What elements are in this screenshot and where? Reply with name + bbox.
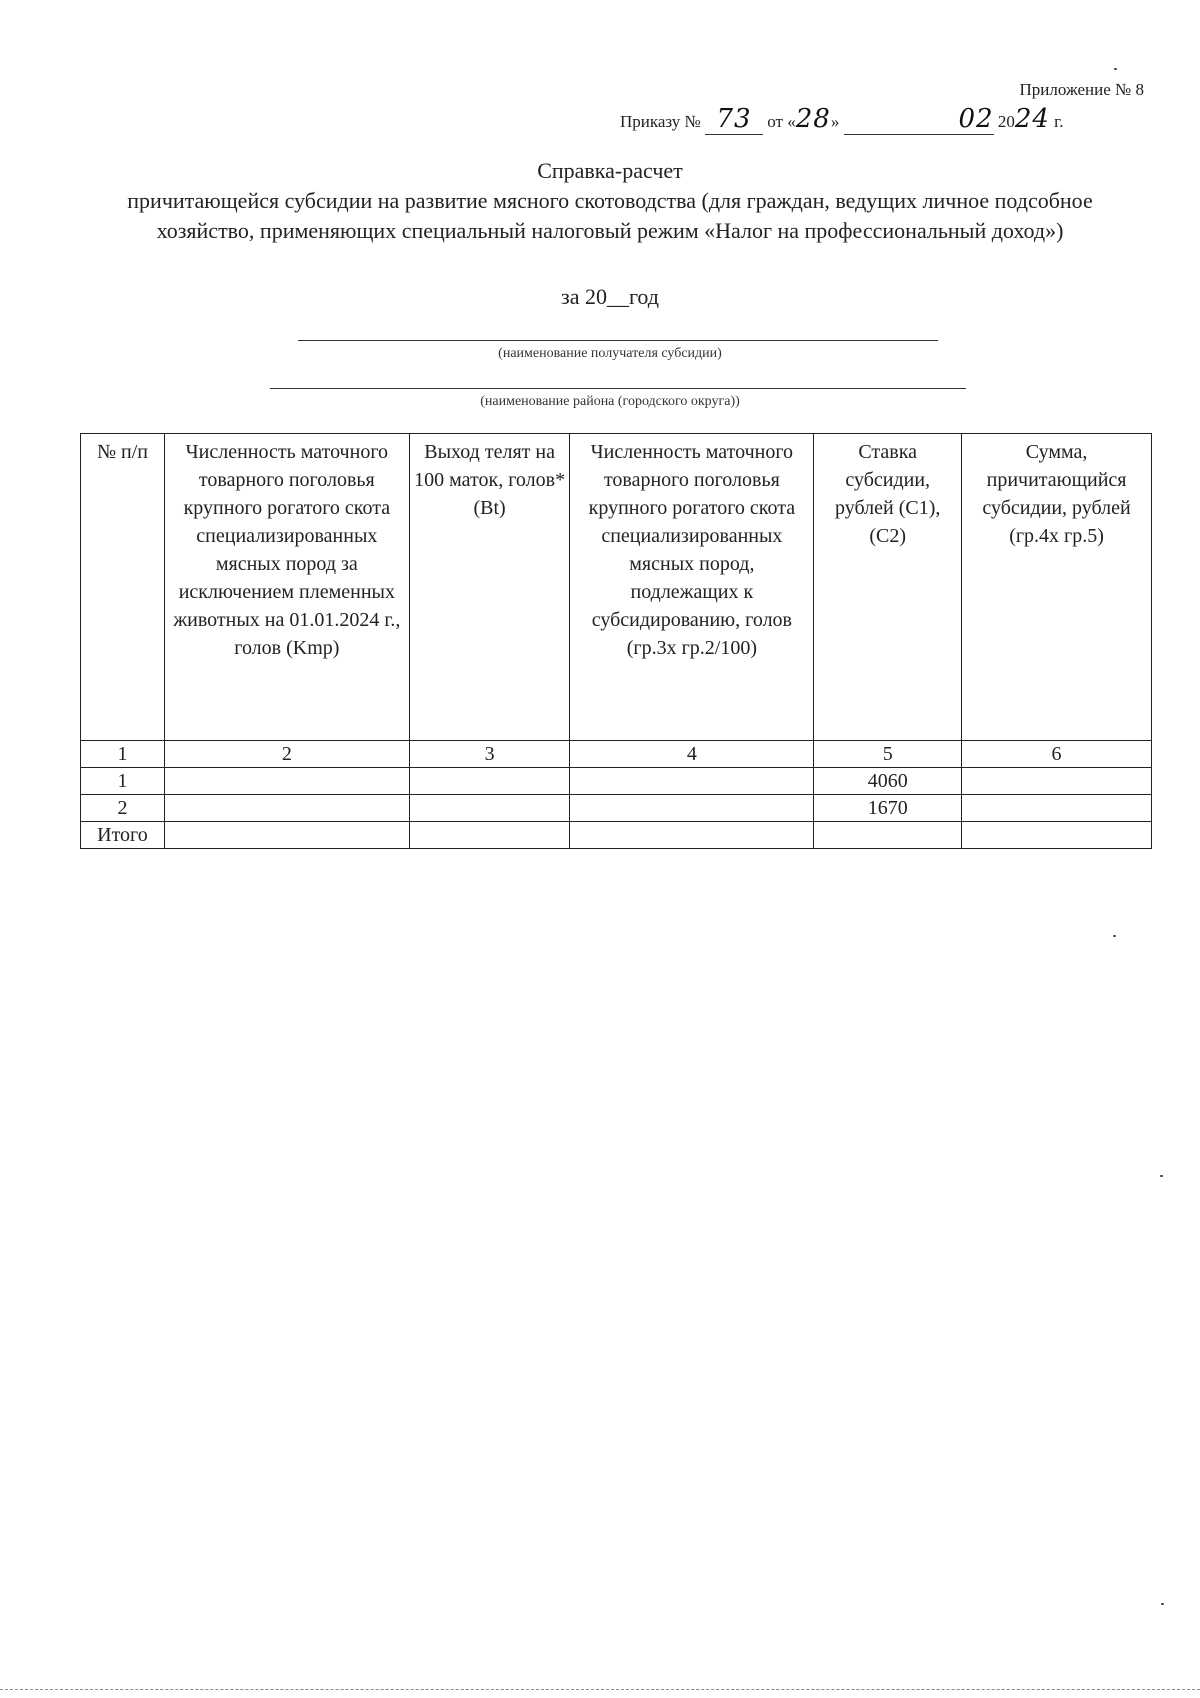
cell-subsidized-count [570,795,814,822]
scan-speck [1160,1175,1163,1177]
total-cell [164,822,409,849]
header-number: № п/п [81,434,165,741]
total-cell [962,822,1152,849]
order-year-suffix: 24 [1014,104,1050,134]
cell-subsidized-count [570,768,814,795]
document-subtitle: причитающейся субсидии на развитие мясного скотоводства (для граждан, ведущих личное подсобное хозяйство, применяющих специальный налоговый режим «Налог на профессиональный доход») [127,188,1093,243]
cell-calf-yield [409,795,570,822]
order-day-close: » [830,112,840,131]
district-caption: (наименование района (городского округа)) [480,394,740,409]
cell-herd-count [164,768,409,795]
header-subsidized-count: Численность маточного товарного поголовья крупного рогатого скота специализированных мясных пород, подлежащих к субсидированию, голов (гр.3х гр.2/100) [570,434,814,741]
table-header-row [81,434,1152,741]
total-label: Итого [81,822,165,849]
total-cell [409,822,570,849]
appendix-label: Приложение № 8 [1019,80,1144,99]
total-row [81,822,1152,849]
scan-bottom-edge [0,1689,1200,1690]
column-number: 4 [570,741,814,768]
header-subsidy-sum: Сумма, причитающийся субсидии, рублей (гр.4х гр.5) [962,434,1152,741]
cell-subsidy-sum [962,795,1152,822]
subsidy-calculation-table [80,433,1152,849]
table-row [81,768,1152,795]
order-reference [620,104,1144,135]
cell-subsidy-rate: 4060 [814,768,962,795]
column-number: 1 [81,741,165,768]
order-year-prefix: 20 [997,112,1015,131]
column-number-row [81,741,1152,768]
cell-subsidy-rate: 1670 [814,795,962,822]
order-month: 02 [958,104,994,134]
scan-speck [1161,1603,1164,1605]
total-cell [570,822,814,849]
scan-speck [1114,68,1117,70]
order-day: 28 [795,104,831,134]
row-number: 1 [81,768,165,795]
total-cell [814,822,962,849]
order-prefix: Приказу № [620,112,701,131]
order-number: 73 [716,104,752,134]
row-number: 2 [81,795,165,822]
order-year-unit: г. [1054,112,1064,131]
order-number-field [705,104,763,135]
column-number: 6 [962,741,1152,768]
header-subsidy-rate: Ставка субсидии, рублей (C1), (C2) [814,434,962,741]
document-year-line: за 20__год [561,284,659,309]
cell-calf-yield [409,768,570,795]
column-number: 2 [164,741,409,768]
header-calf-yield: Выход телят на 100 маток, голов* (Bt) [409,434,570,741]
scan-speck [1113,935,1116,937]
recipient-blank-line [298,340,938,341]
table-row [81,795,1152,822]
recipient-caption: (наименование получателя субсидии) [498,346,722,361]
cell-herd-count [164,795,409,822]
column-number: 5 [814,741,962,768]
header-herd-count: Численность маточного товарного поголовья крупного рогатого скота специализированных мясных пород за исключением племенных животных на 01.01.2024 г., голов (Kmp) [164,434,409,741]
order-month-field [844,104,994,135]
cell-subsidy-sum [962,768,1152,795]
document-title: Справка-расчет [537,158,683,183]
district-blank-line [270,388,966,389]
order-from-label: от « [767,112,796,131]
column-number: 3 [409,741,570,768]
